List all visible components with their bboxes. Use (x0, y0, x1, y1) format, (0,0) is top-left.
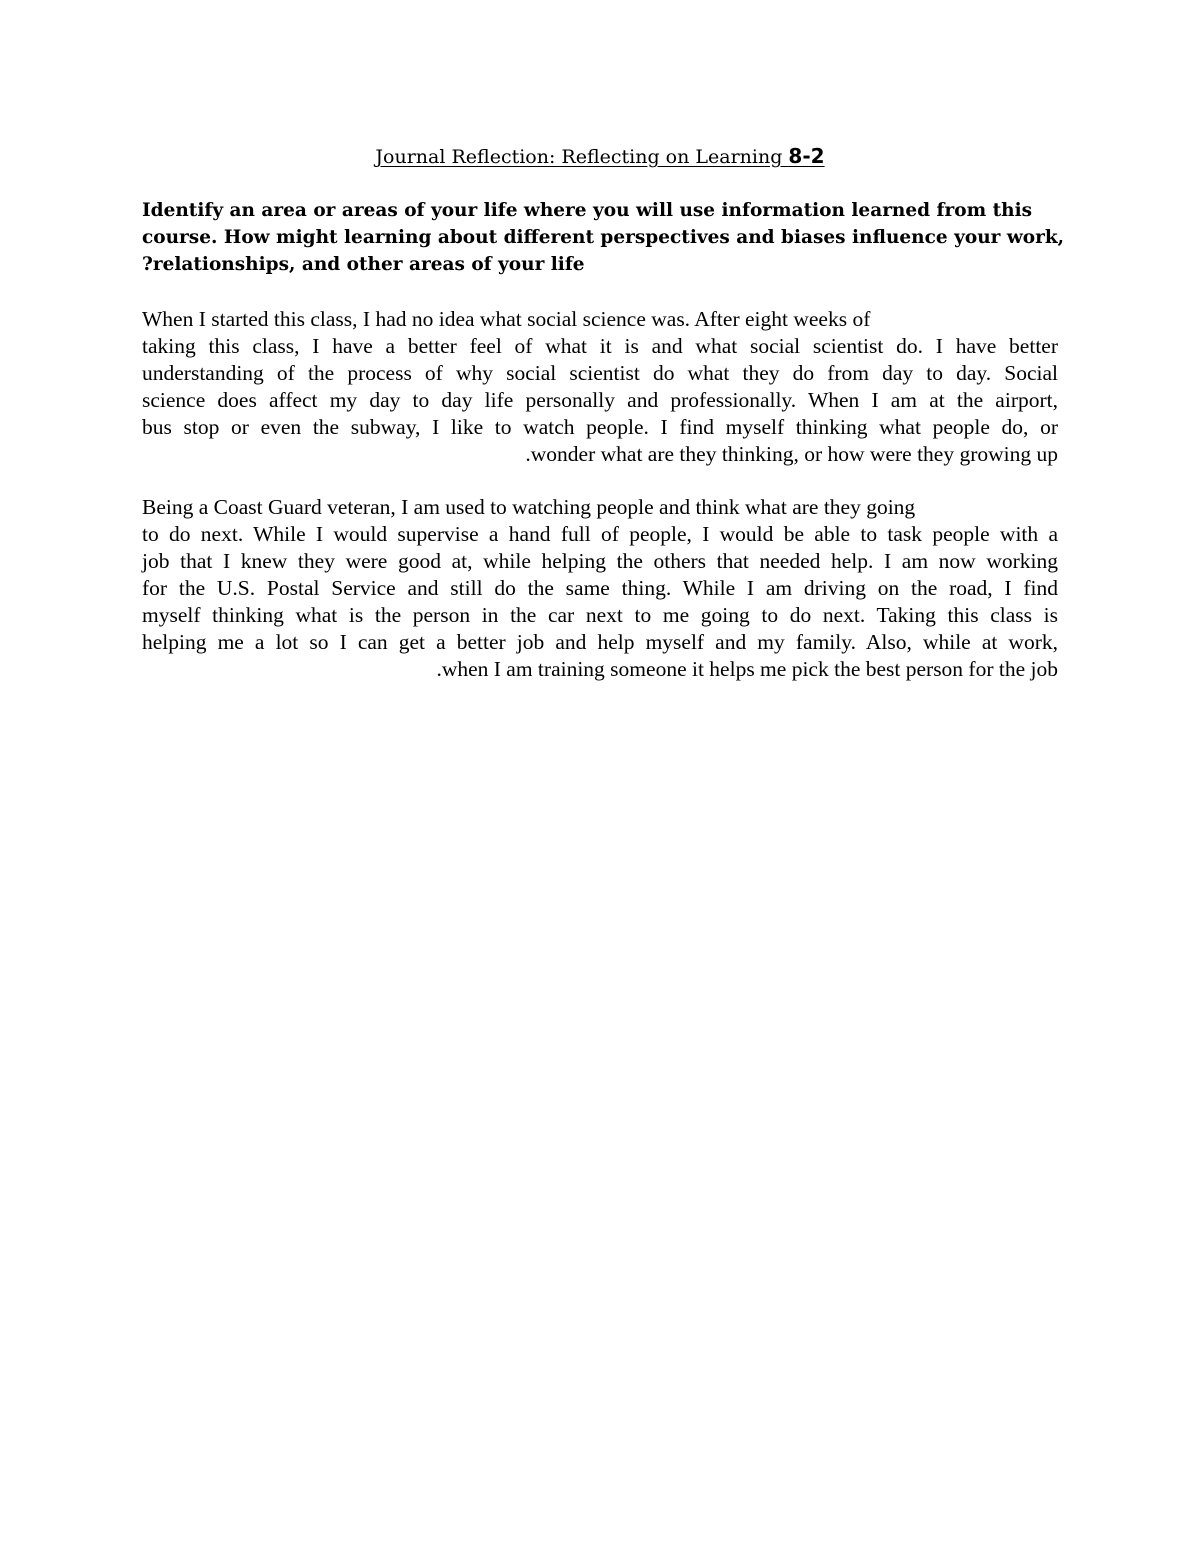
prompt-question (142, 197, 1065, 278)
paragraph-line: helping me a lot so I can get a better job and help myself and my family. Also, while at work, (142, 630, 1058, 654)
prompt-line: course. How might learning about different perspectives and biases influence your work, (142, 227, 1065, 248)
paragraph-line: .when I am training someone it helps me pick the best person for the job (436, 657, 1058, 681)
title-text: Journal Reflection: Reflecting on Learning (375, 146, 789, 168)
paragraph-line: bus stop or even the subway, I like to watch people. I find myself thinking what people do, or (142, 415, 1058, 439)
paragraph-line: understanding of the process of why social scientist do what they do from day to day. Social (142, 361, 1058, 385)
paragraph-line: science does affect my day to day life personally and professionally. When I am at the airport, (142, 388, 1058, 412)
prompt-line: ?relationships, and other areas of your life (142, 254, 585, 275)
paragraph-line: myself thinking what is the person in the car next to me going to do next. Taking this class is (142, 603, 1058, 627)
page-title (0, 142, 1200, 171)
paragraph-line: When I started this class, I had no idea what social science was. After eight weeks of (142, 307, 871, 331)
paragraph-line: .wonder what are they thinking, or how were they growing up (525, 442, 1058, 466)
paragraph-line: for the U.S. Postal Service and still do the same thing. While I am driving on the road, I find (142, 576, 1058, 600)
paragraph-1 (142, 306, 1058, 468)
paragraph-line: to do next. While I would supervise a hand full of people, I would be able to task people with a (142, 522, 1058, 546)
paragraph-line: job that I knew they were good at, while helping the others that needed help. I am now working (142, 549, 1058, 573)
title-number: 8-2 (788, 144, 825, 168)
paragraph-line: taking this class, I have a better feel of what it is and what social scientist do. I have better (142, 334, 1058, 358)
paragraph-2 (142, 494, 1058, 683)
paragraph-line: Being a Coast Guard veteran, I am used to watching people and think what are they going (142, 495, 916, 519)
prompt-line: Identify an area or areas of your life where you will use information learned from this (142, 200, 1033, 221)
